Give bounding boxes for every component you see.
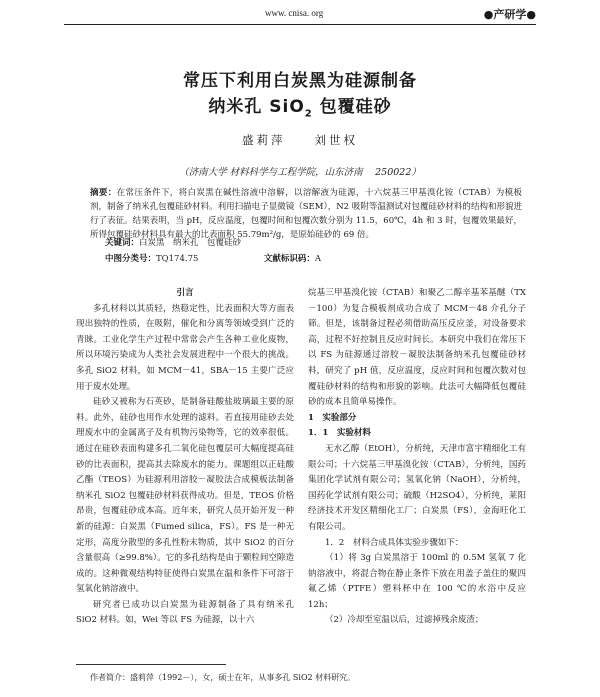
header-divider bbox=[64, 24, 536, 25]
step-1-paragraph: （1）将 3g 白炭黑溶于 100ml 的 0.5M 氢氧 7 化钠溶液中，将混合物在静止条件下放在用盖子盖住的聚四氟乙烯（PTFE）塑料杯中在 100 ℃的水浴中反应 12h； bbox=[308, 553, 526, 610]
section-1-2-heading: 1．2 材料合成具体实验步骤如下： bbox=[325, 537, 464, 548]
header-url: www. cnisa. org bbox=[265, 8, 324, 18]
author-footnote: 作者简介：盛莉萍（1992－），女，硕士在年，从事多孔 SiO2 材料研究。 bbox=[90, 673, 356, 682]
left-column bbox=[76, 286, 294, 629]
affiliation: （济南大学 材料科学与工程学院，山东济南 250022） bbox=[179, 167, 421, 178]
title-line-2-suffix: 包覆硅砂 bbox=[312, 97, 392, 117]
header-section-label: ●产研学● bbox=[483, 8, 536, 21]
footnote-divider bbox=[76, 664, 226, 665]
right-paragraph-1: 烷基三甲基溴化铵（CTAB）和聚乙二醇辛基苯基醚（TX－100）为复合模板剂成功合成了 MCM－48 介孔分子筛。但是，该制备过程必须借助高压反应釜，对设备要求高，过程不好控制且反应时间长。本研究中我们在常压下以 FS 为硅源通过溶胶－凝胶法制备纳米孔包覆硅砂材料，研究了 pH 值，反应温度，反应时间和包覆次数对包覆硅砂材料的结构和形貌的影响。此法可大幅降低包覆硅砂的成本且简单易操作。 bbox=[308, 288, 526, 408]
keywords-label: 关键词： bbox=[105, 238, 140, 248]
authors: 盛莉萍 刘世权 bbox=[242, 133, 358, 147]
materials-paragraph: 无水乙醇（EtOH），分析纯，天津市富宇精细化工有限公司；十六烷基三甲基溴化铵（CTAB），分析纯，国药集团化学试剂有限公司；氢氧化钠（NaOH），分析纯，国药化学试剂有限公司；硫酸（H2SO4），分析纯，莱阳经济技术开发区精细化工厂；白炭黑（FS），金海旺化工有限公司。 bbox=[308, 443, 526, 532]
intro-paragraph-1: 多孔材料以其质轻，热稳定性，比表面积大等方面表现出独特的性质，在吸附，催化和分离等领域受到广泛的青睐。工业化学生产过程中常常会产生各种工业化废物，所以环境污染成为人类社会发展进程中一个很大的挑战。多孔 SiO2 材料，如 MCM－41，SBA－15 主要广泛应用于废水处理。 bbox=[76, 303, 294, 392]
doc-code-value: A bbox=[314, 254, 321, 264]
keywords-text: 白炭黑 纳米孔 包覆硅砂 bbox=[139, 238, 242, 248]
abstract-label: 摘要： bbox=[90, 188, 117, 198]
title-line-2 bbox=[0, 92, 600, 119]
intro-paragraph-3: 研究者已成功以白炭黑为硅源制备了具有纳米孔 SiO2 材料。如，Wei 等以 FS 为硅源，以十六 bbox=[76, 599, 294, 626]
abstract bbox=[90, 186, 522, 242]
section-1-1-heading: 1．1 实验材料 bbox=[308, 428, 371, 439]
abstract-text: 在常压条件下，将白炭黑在碱性溶液中溶解，以溶解液为硅源，十六烷基三甲基溴化铵（CTAB）为模板剂，制备了纳米孔包覆硅砂材料。利用扫描电子显微镜（SEM），N2 吸附等温测试对包覆硅砂材料的结构和形貌进行了表征。结果表明，当 pH，反应温度，包覆时间和包覆次数分别为 11.5，60℃，4h 和 3 时，包覆效果最好，所得包覆硅砂材料具有最大的比表面积 55.79m²/g，是原始硅砂的 69 倍。 bbox=[90, 188, 522, 240]
intro-paragraph-2: 硅砂又被称为石英砂，是制备硅酸盐玻璃最主要的原料。此外，硅砂也用作水处理的滤料。若直接用硅砂去处理废水中的金属离子及有机物污染物等，它的效率很低。通过在硅砂表面构建多孔二氧化硅包覆层可大幅度提高硅砂的比表面积，提高其去除废水的能力。课题组以正硅酸乙酯（TEOS）为硅源利用溶胶－凝胶法合成模板法制备纳米孔 SiO2 包覆硅砂材料获得成功。但是，TEOS 价格昂贵，包覆硅砂成本高。近年来，研究人员开始开发一种新的硅源：白炭黑（Fumed silica，FS）。FS 是一种无定形，高度分散型的多孔性粉末物质，其中 SiO2 的百分含量很高（≥99.8%）。它的多孔结构是由于颗粒间空隙造成的。这种微观结构特征使得白炭黑在温和条件下可溶于氢氧化钠溶液中。 bbox=[76, 397, 294, 595]
clc-value: TQ174.75 bbox=[156, 254, 199, 264]
classification bbox=[105, 252, 321, 264]
title-line-1: 常压下利用白炭黑为硅源制备 bbox=[183, 71, 417, 91]
doc-code-label: 文献标识码： bbox=[263, 254, 315, 264]
clc-label: 中图分类号： bbox=[105, 254, 157, 264]
title-line-2-prefix: 纳米孔 SiO bbox=[208, 97, 305, 117]
intro-heading: 引言 bbox=[176, 288, 194, 298]
step-2-paragraph: （2）冷却至室温以后，过滤掉残余废渣； bbox=[325, 615, 484, 626]
section-1-heading: 1 实验部分 bbox=[308, 412, 357, 423]
title-subscript: 2 bbox=[304, 108, 313, 120]
keywords bbox=[105, 236, 241, 248]
right-column bbox=[308, 286, 526, 629]
